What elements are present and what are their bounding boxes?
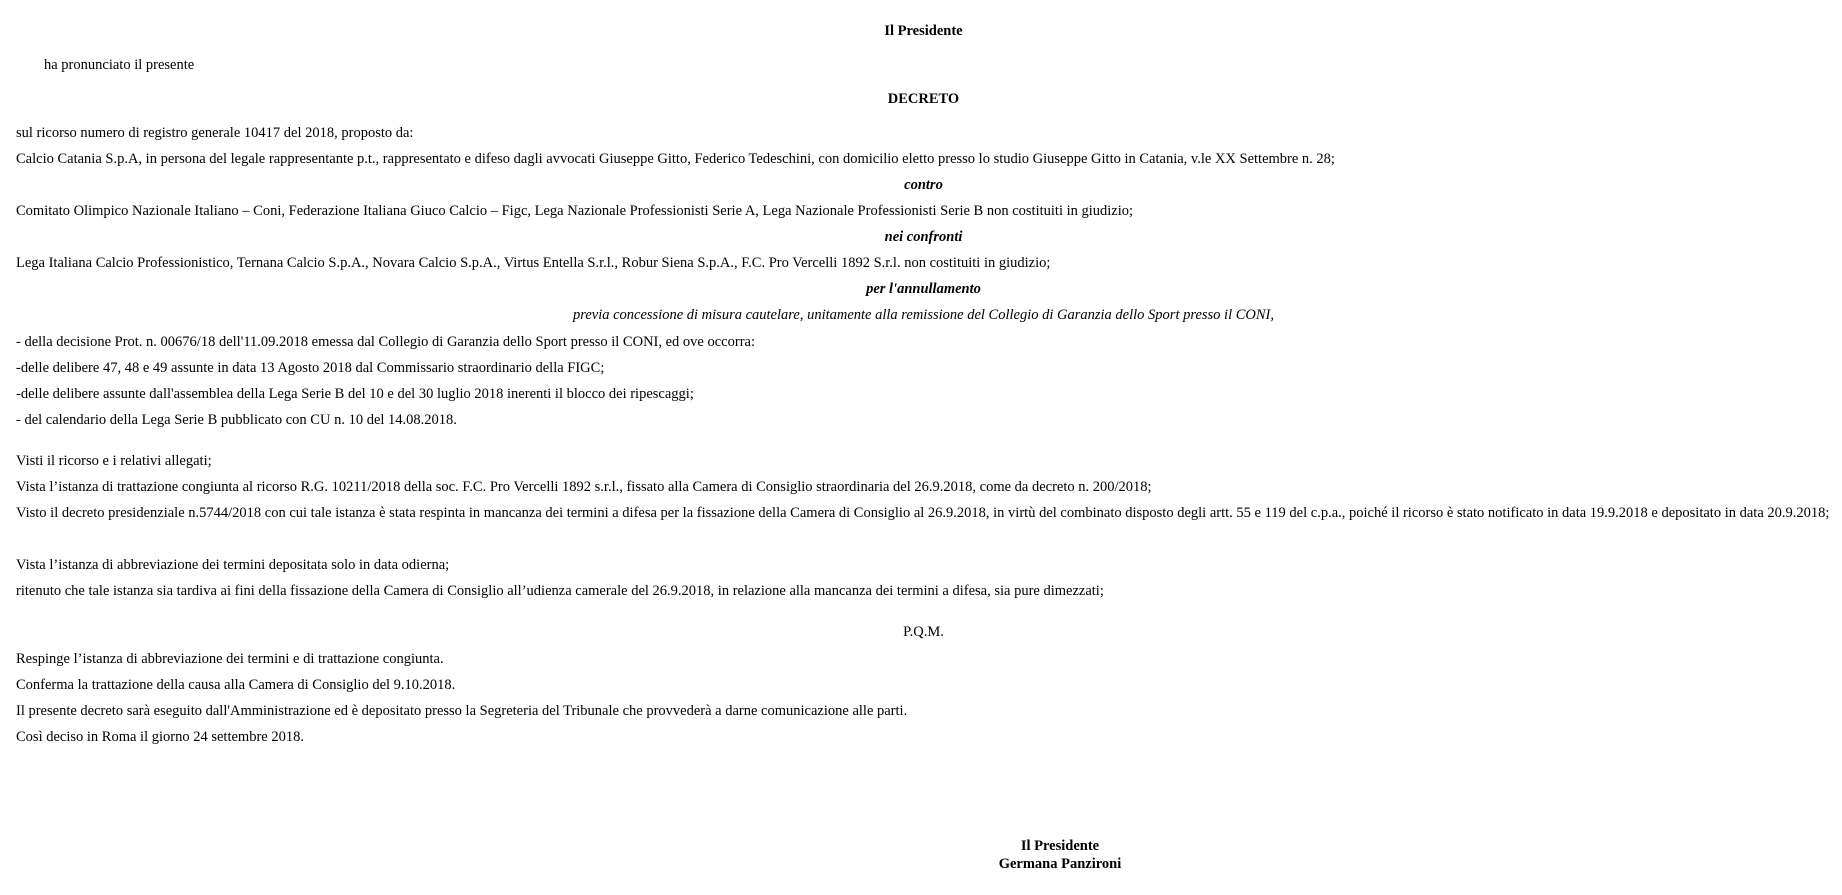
signature-title: Il Presidente: [1020, 838, 1100, 854]
pqm-label: P.Q.M.: [903, 624, 944, 640]
counterparties-paragraph: Lega Italiana Calcio Professionistico, Ternana Calcio S.p.A., Novara Calcio S.p.A., Virtus Entella S.r.l., Robur Siena S.p.A., F.C. Pro Vercelli 1892 S.r.l. non costituiti in giudizio;: [16, 255, 1051, 271]
consideration-item: Visto il decreto presidenziale n.5744/2018 con cui tale istanza è stata respinta in mancanza dei termini a difesa per la fissazione della Camera di Consiglio al 26.9.2018, in virtù del combinato disposto degli artt. 55 e 119 del c.p.a., poiché il ricorso è stato notificato in data 19.9.2018 e depositato in data 20.9.2018;: [16, 505, 1830, 521]
respondents-paragraph: Comitato Olimpico Nazionale Italiano – Coni, Federazione Italiana Giuco Calcio – Figc, Lega Nazionale Professionisti Serie A, Lega Nazionale Professionisti Serie B non costituiti in giudizio;: [16, 203, 1134, 219]
act-item: -delle delibere 47, 48 e 49 assunte in data 13 Agosto 2018 dal Commissario straordinario della FIGC;: [16, 360, 605, 376]
consideration-item: Visti il ricorso e i relativi allegati;: [16, 453, 212, 469]
confronti-label: nei confronti: [884, 229, 963, 245]
pronounced-text: ha pronunciato il presente: [44, 57, 195, 73]
annulment-label: per l'annullamento: [866, 281, 981, 297]
signature-name: Germana Panzironi: [998, 856, 1122, 872]
decree-title: DECRETO: [887, 91, 960, 107]
disposition-item: Conferma la trattazione della causa alla Camera di Consiglio del 9.10.2018.: [16, 677, 456, 693]
act-item: - del calendario della Lega Serie B pubblicato con CU n. 10 del 14.08.2018.: [16, 412, 457, 428]
registry-paragraph: sul ricorso numero di registro generale 10417 del 2018, proposto da:: [16, 125, 414, 141]
applicant-paragraph: Calcio Catania S.p.A, in persona del legale rappresentante p.t., rappresentato e difeso dagli avvocati Giuseppe Gitto, Federico Tedeschini, con domicilio eletto presso lo studio Giuseppe Gitto in Catania, v.le XX Settembre n. 28;: [16, 151, 1335, 167]
act-item: -delle delibere assunte dall'assemblea della Lega Serie B del 10 e del 30 luglio 2018 inerenti il blocco dei ripescaggi;: [16, 386, 694, 402]
contro-label: contro: [904, 177, 943, 193]
consideration-item: Vista l’istanza di trattazione congiunta al ricorso R.G. 10211/2018 della soc. F.C. Pro Vercelli 1892 s.r.l., fissato alla Camera di Consiglio straordinaria del 26.9.2018, come da decreto n. 200/2018;: [16, 479, 1152, 495]
disposition-item: Respinge l’istanza di abbreviazione dei termini e di trattazione congiunta.: [16, 651, 444, 667]
signature-block: [960, 837, 1160, 873]
act-item: - della decisione Prot. n. 00676/18 dell'11.09.2018 emessa dal Collegio di Garanzia dello Sport presso il CONI, ed ove occorra:: [16, 334, 755, 350]
consideration-item: Vista l’istanza di abbreviazione dei termini depositata solo in data odierna;: [16, 557, 450, 573]
disposition-item: Così deciso in Roma il giorno 24 settembre 2018.: [16, 729, 304, 745]
president-heading: Il Presidente: [884, 23, 963, 39]
consideration-item: ritenuto che tale istanza sia tardiva ai fini della fissazione della Camera di Consiglio all’udienza camerale del 26.9.2018, in relazione alla mancanza dei termini a difesa, sia pure dimezzati;: [16, 583, 1104, 599]
disposition-item: Il presente decreto sarà eseguito dall'Amministrazione ed è depositato presso la Segreteria del Tribunale che provvederà a darne comunicazione alle parti.: [16, 703, 908, 719]
precautionary-text: previa concessione di misura cautelare, unitamente alla remissione del Collegio di Garanzia dello Sport presso il CONI,: [572, 307, 1275, 323]
